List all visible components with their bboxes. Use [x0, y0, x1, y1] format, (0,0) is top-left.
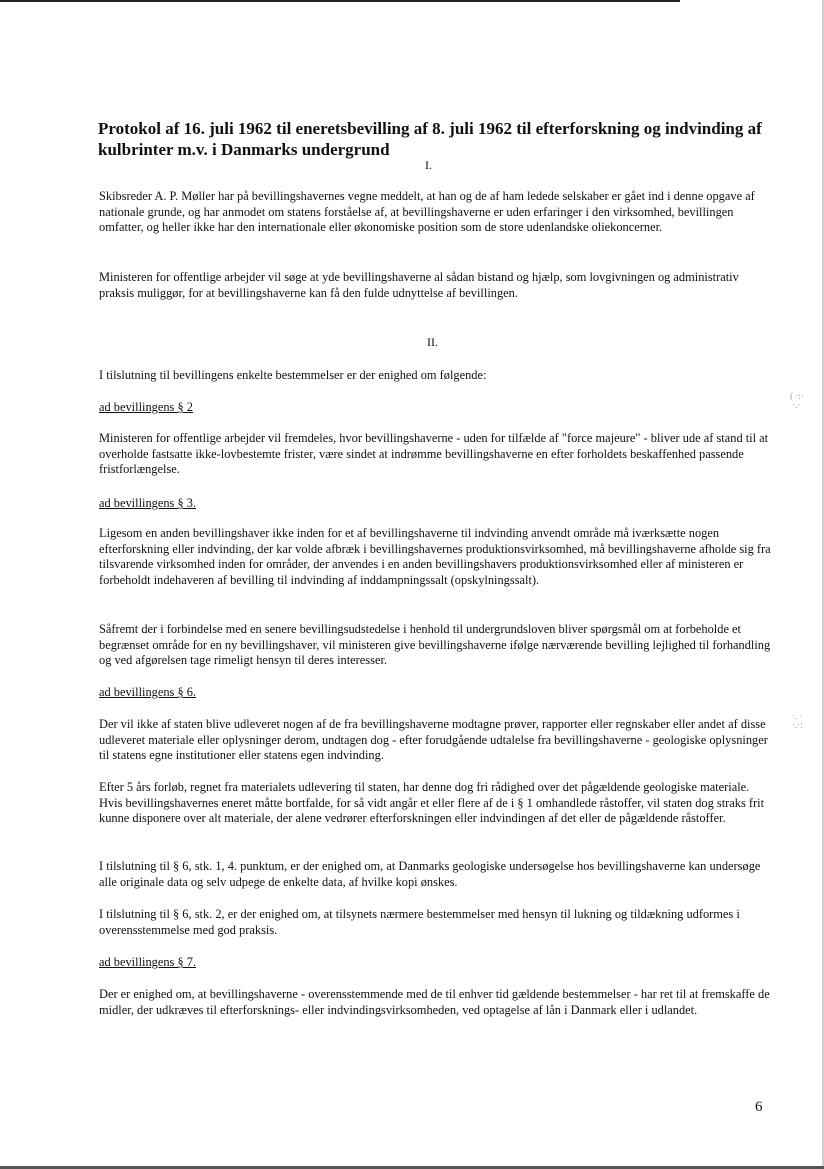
paragraph: Der er enighed om, at bevillingshaverne - overensstemmende med de til enhver tid gældende bestemmelser - har ret til at fremskaffe de midler, der udkræves til efterforsknings- eller indvindingsvirksomheden, ved optagelse af lån i Danmark eller i udlandet. — [99, 987, 770, 1017]
section-numeral-1: I. — [425, 158, 432, 172]
paragraph: Skibsreder A. P. Møller har på bevillingshavernes vegne meddelt, at han og de af ham ledede selskaber er gået ind i denne opgave af nationale grunde, og har anmodet om statens forståelse af, at bevillingshaverne er uden erfaringer i den virksomhed, bevillingen omfatter, og heller ikke har den internationale eller økonomiske position som de store udenlandske oliekoncerner. — [99, 189, 755, 235]
section-numeral-2: II. — [427, 335, 438, 349]
scan-edge-top — [0, 0, 680, 2]
paragraph: Der vil ikke af staten blive udleveret nogen af de fra bevillingshaverne modtagne prøver, rapporter eller regnskaber eller andet af disse udleveret materiale eller oplysninger derom, undtagen dog - efter forudgående udtalelse fra bevillingshaverne - geologiske oplysninger til statens egne institutioner eller statens egen indvinding. — [99, 717, 768, 763]
paragraph: Ministeren for offentlige arbejder vil søge at yde bevillingshaverne al sådan bistand og hjælp, som lovgivningen og administrativ praksis muliggør, for at bevillingshaverne kan få den fulde udnyttelse af bevillingen. — [99, 270, 739, 300]
paragraph: I tilslutning til § 6, stk. 2, er der enighed om, at tilsynets nærmere bestemmelser med hensyn til lukning og tildækning udformes i overensstemmelse med god praksis. — [99, 907, 740, 937]
paragraph: Ministeren for offentlige arbejder vil fremdeles, hvor bevillingshaverne - uden for tilfælde af "force majeure" - bliver ude af stand til at overholde fastsatte ikke-lovbestemte frister, være sindet at indrømme bevillingshaverne en efter forholdets beskaffenhed passende fristforlængelse. — [99, 431, 769, 477]
subsection-heading-2: ad bevillingens § 2 — [99, 400, 193, 414]
paragraph: Ligesom en anden bevillingshaver ikke inden for et af bevillingshaverne til indvinding anvendt område må iværksætte nogen efterforskning eller indvinding, der kar volde afbræk i bevillingshavernes produktionsvirksomhed, må bevillingshaverne afholde sig fra tilsvarende virksomhed inden for områder, der anvendes i en anden bevillingshavers produktionsvirksomhed eller af ministeren er forbeholdt indehaveren af bevilling til indvinding af inddampningssalt (opskylningssalt). — [99, 526, 771, 587]
paragraph: Såfremt der i forbindelse med en senere bevillingsudstedelse i henhold til undergrundsloven bliver spørgsmål om at forbeholde et begrænset område for en ny bevillingshaver, vil ministeren give bevillingshaverne ifølge nærværende bevilling lejlighed til forhandling og ved afgørelsen tage rimeligt hensyn til deres interesser. — [99, 622, 771, 668]
paragraph: I tilslutning til § 6, stk. 1, 4. punktum, er der enighed om, at Danmarks geologiske undersøgelse hos bevillingshaverne kan undersøge alle originale data og selv udpege de enkelte data, af hvilke kopi ønskes. — [99, 859, 761, 889]
section-intro: I tilslutning til bevillingens enkelte bestemmelser er der enighed om følgende: — [99, 368, 487, 382]
hole-punch-mark-top: ( ·:· ·.· — [790, 391, 804, 410]
subsection-heading-3: ad bevillingens § 3. — [99, 496, 197, 510]
subsection-heading-6: ad bevillingens § 6. — [99, 685, 197, 699]
hole-punch-mark-bottom: ·. · ·.·: — [792, 711, 803, 730]
subsection-heading-7: ad bevillingens § 7. — [99, 955, 197, 969]
page-number: 6 — [755, 1099, 763, 1115]
document-title: Protokol af 16. juli 1962 til eneretsbevilling af 8. juli 1962 til efterforskning og indvinding af kulbrinter m.v. i Danmarks undergrund — [98, 119, 762, 159]
paragraph: Efter 5 års forløb, regnet fra materialets udlevering til staten, har denne dog fri rådighed over det pågældende geologiske materiale. Hvis bevillingshavernes eneret måtte bortfalde, for så vidt angår et eller flere af de i § 1 omhandlede råstoffer, vil staten dog straks frit kunne disponere over alt materiale, der alene vedrører efterforskningen eller indvindingen af det eller de pågældende råstoffer. — [99, 780, 765, 826]
